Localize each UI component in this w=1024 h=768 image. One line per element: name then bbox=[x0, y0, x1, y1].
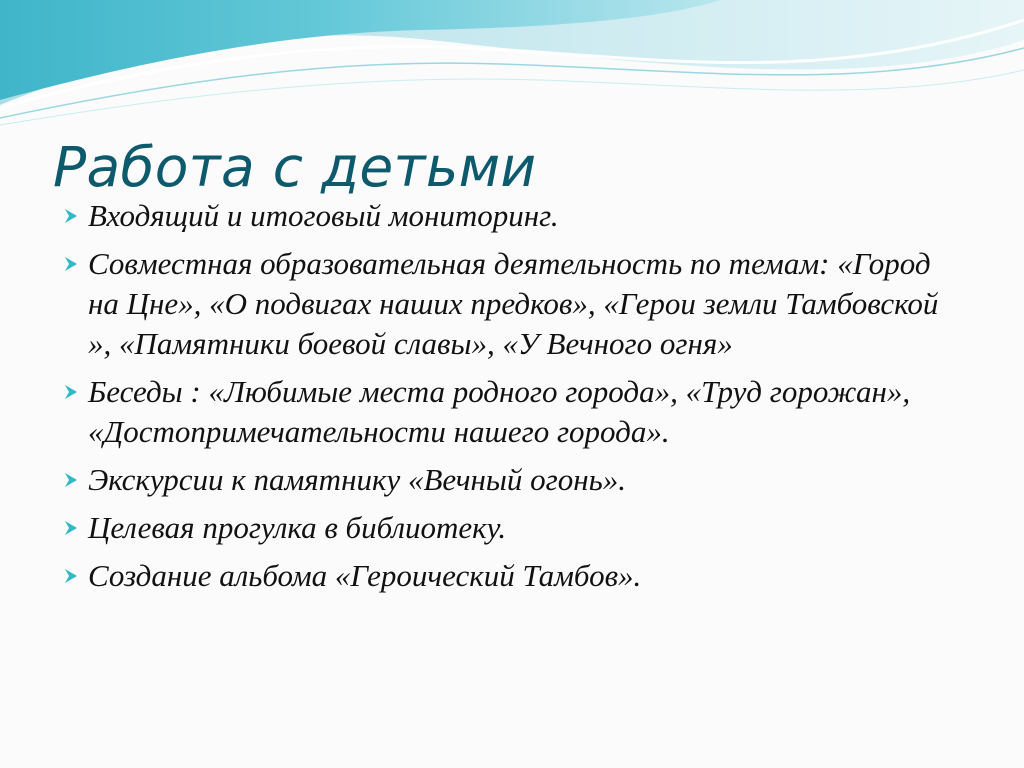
header-wave-decoration bbox=[0, 0, 1024, 130]
list-item bbox=[62, 508, 962, 548]
bullet-list bbox=[62, 196, 962, 604]
list-item bbox=[62, 244, 962, 364]
bullet-text: Совместная образовательная деятельность по темам: «Город на Цне», «О подвигах наших предков», «Герои земли Тамбовской », «Памятники боевой славы», «У Вечного огня» bbox=[88, 246, 939, 361]
arrow-bullet-icon bbox=[62, 244, 88, 284]
bullet-text: Экскурсии к памятнику «Вечный огонь». bbox=[88, 462, 626, 497]
arrow-bullet-icon bbox=[62, 556, 88, 596]
slide-title: Работа с детьми bbox=[53, 135, 537, 199]
arrow-bullet-icon bbox=[62, 508, 88, 548]
arrow-bullet-icon bbox=[62, 372, 88, 412]
list-item bbox=[62, 196, 962, 236]
bullet-text: Создание альбома «Героический Тамбов». bbox=[88, 558, 642, 593]
bullet-text: Целевая прогулка в библиотеку. bbox=[88, 510, 507, 545]
arrow-bullet-icon bbox=[62, 196, 88, 236]
wave-line-3 bbox=[0, 70, 1024, 125]
bullet-text: Входящий и итоговый мониторинг. bbox=[88, 198, 559, 233]
list-item bbox=[62, 372, 962, 452]
list-item bbox=[62, 460, 962, 500]
bullet-text: Беседы : «Любимые места родного города», «Труд горожан», «Достопримечательности нашего города». bbox=[88, 374, 911, 449]
list-item bbox=[62, 556, 962, 596]
arrow-bullet-icon bbox=[62, 460, 88, 500]
